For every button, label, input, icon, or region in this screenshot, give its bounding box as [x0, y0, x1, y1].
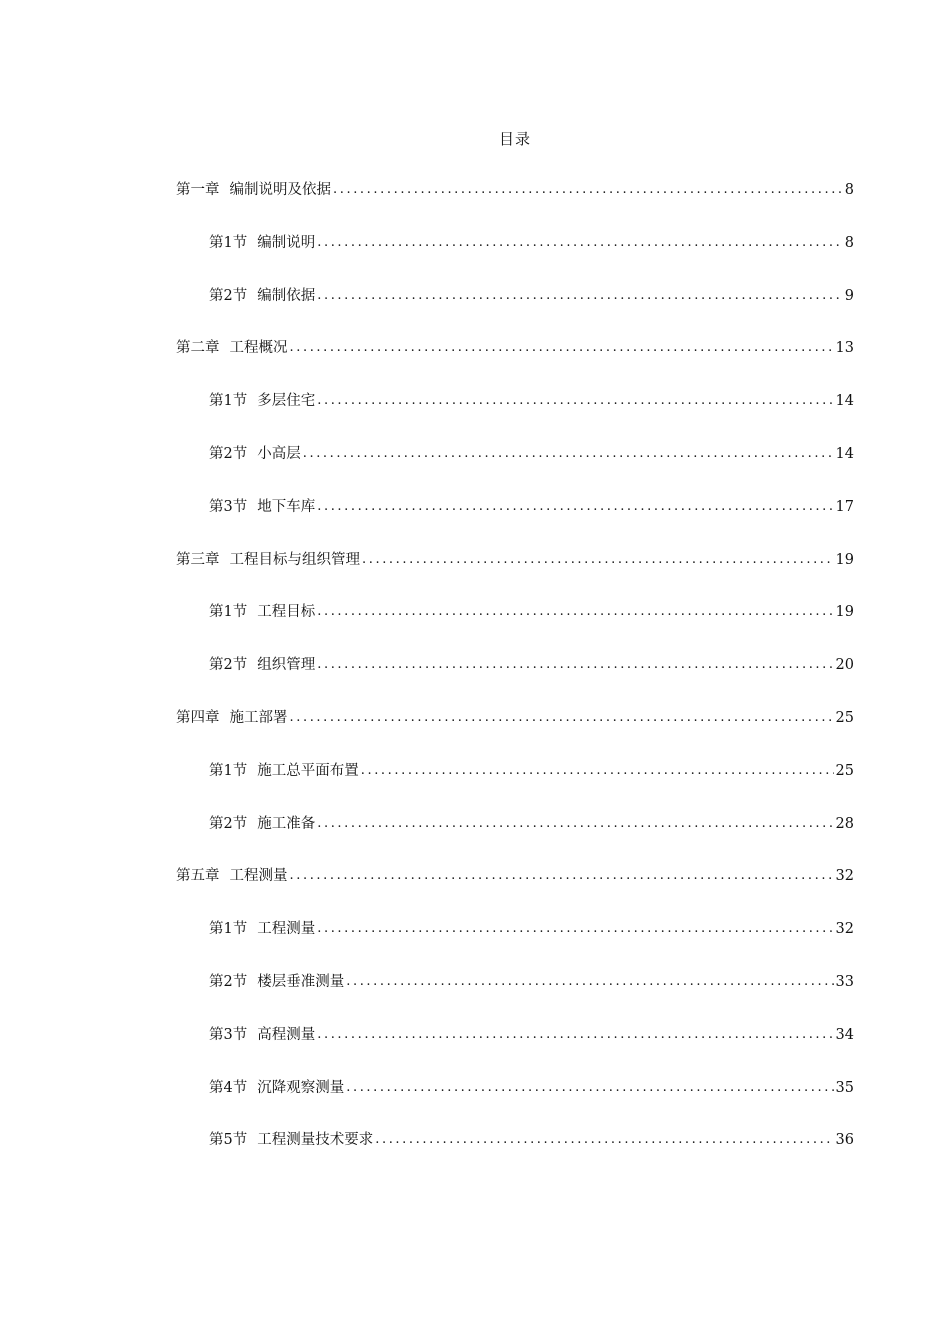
toc-dot-leader	[290, 335, 834, 361]
toc-entry-number: 第五章	[176, 868, 220, 885]
toc-entry-text: 多层住宅	[257, 393, 316, 410]
toc-chapter-entry[interactable]	[176, 705, 854, 758]
toc-dot-leader	[290, 863, 834, 889]
toc-entry-number: 第4节	[209, 1079, 248, 1096]
toc-section-entry[interactable]	[176, 283, 854, 336]
toc-entry-label	[209, 230, 315, 256]
toc-page-number: 34	[835, 1026, 854, 1043]
table-of-contents	[176, 177, 854, 1180]
toc-dot-leader	[317, 388, 833, 414]
toc-entry-text: 高程测量	[257, 1026, 316, 1043]
toc-section-entry[interactable]	[176, 599, 854, 652]
toc-dot-leader	[317, 599, 833, 625]
toc-page-number: 9	[844, 287, 854, 304]
toc-entry-number: 第3节	[209, 498, 248, 515]
toc-page-number: 19	[835, 604, 854, 621]
toc-entry-text: 编制说明及依据	[229, 182, 331, 198]
toc-page-number: 20	[835, 657, 854, 674]
toc-page-number: 25	[835, 709, 854, 726]
toc-dot-leader	[303, 441, 834, 467]
toc-dot-leader	[346, 969, 833, 995]
toc-dot-leader	[317, 652, 833, 678]
toc-dot-leader	[346, 1075, 833, 1101]
toc-page-number: 25	[835, 762, 854, 779]
toc-page-number: 35	[835, 1079, 854, 1096]
toc-entry-text: 小高层	[257, 445, 301, 462]
toc-entry-number: 第2节	[209, 973, 248, 990]
toc-page-number: 32	[835, 868, 854, 885]
toc-entry-text: 楼层垂准测量	[257, 973, 345, 990]
toc-entry-label	[209, 811, 315, 837]
toc-entry-number: 第2节	[209, 657, 248, 674]
toc-chapter-entry[interactable]	[176, 863, 854, 916]
toc-page-number: 32	[835, 921, 854, 938]
toc-dot-leader	[333, 177, 843, 203]
toc-section-entry[interactable]	[176, 758, 854, 811]
toc-entry-text: 施工总平面布置	[257, 762, 359, 779]
toc-dot-leader	[290, 705, 834, 731]
toc-entry-text: 沉降观察测量	[257, 1079, 345, 1096]
toc-section-entry[interactable]	[176, 811, 854, 864]
toc-entry-text: 工程概况	[229, 340, 288, 357]
toc-dot-leader	[361, 758, 834, 784]
toc-page-number: 17	[835, 498, 854, 515]
toc-section-entry[interactable]	[176, 230, 854, 283]
toc-entry-label	[209, 1022, 315, 1048]
toc-entry-label	[209, 652, 315, 678]
toc-title: 目录	[498, 130, 531, 148]
toc-entry-text: 工程测量	[257, 921, 316, 938]
toc-entry-label	[209, 758, 359, 784]
toc-dot-leader	[317, 230, 843, 256]
toc-entry-label	[209, 388, 315, 414]
toc-section-entry[interactable]	[176, 969, 854, 1022]
toc-entry-number: 第一章	[176, 182, 220, 198]
toc-entry-text: 编制依据	[257, 287, 316, 304]
toc-page-number: 14	[835, 393, 854, 410]
toc-section-entry[interactable]	[176, 916, 854, 969]
toc-entry-number: 第1节	[209, 762, 248, 779]
toc-entry-label	[209, 1075, 344, 1101]
toc-entry-text: 工程测量技术要求	[257, 1132, 374, 1149]
toc-entry-text: 工程目标与组织管理	[229, 551, 360, 568]
toc-entry-number: 第1节	[209, 921, 248, 938]
toc-entry-label	[209, 599, 315, 625]
toc-entry-number: 第2节	[209, 287, 248, 304]
toc-entry-text: 组织管理	[257, 657, 316, 674]
toc-dot-leader	[375, 1127, 833, 1153]
toc-section-entry[interactable]	[176, 441, 854, 494]
toc-page-number: 13	[835, 340, 854, 357]
toc-dot-leader	[317, 811, 833, 837]
toc-section-entry[interactable]	[176, 652, 854, 705]
toc-entry-number: 第5节	[209, 1132, 248, 1149]
toc-dot-leader	[317, 1022, 833, 1048]
toc-entry-label	[209, 441, 301, 467]
toc-chapter-entry[interactable]	[176, 335, 854, 388]
toc-entry-label	[176, 547, 360, 573]
toc-section-entry[interactable]	[176, 1075, 854, 1128]
toc-entry-label	[176, 177, 331, 203]
toc-page-number: 28	[835, 815, 854, 832]
toc-section-entry[interactable]	[176, 388, 854, 441]
toc-entry-text: 工程测量	[229, 868, 288, 885]
toc-page-number: 14	[835, 445, 854, 462]
toc-entry-number: 第三章	[176, 551, 220, 568]
toc-entry-number: 第1节	[209, 234, 248, 251]
toc-chapter-entry[interactable]	[176, 547, 854, 600]
toc-entry-text: 地下车库	[257, 498, 316, 515]
toc-dot-leader	[317, 916, 833, 942]
toc-entry-number: 第2节	[209, 445, 248, 462]
toc-entry-label	[209, 916, 315, 942]
toc-page-number: 8	[844, 234, 854, 251]
toc-entry-label	[209, 283, 315, 309]
toc-chapter-entry[interactable]	[176, 177, 854, 230]
toc-entry-number: 第1节	[209, 393, 248, 410]
toc-entry-text: 施工部署	[229, 709, 288, 726]
toc-entry-text: 工程目标	[257, 604, 316, 621]
toc-entry-label	[209, 969, 344, 995]
toc-entry-number: 第1节	[209, 604, 248, 621]
toc-page-number: 33	[835, 973, 854, 990]
toc-entry-number: 第3节	[209, 1026, 248, 1043]
toc-dot-leader	[362, 547, 834, 573]
toc-entry-label	[209, 494, 315, 520]
toc-section-entry[interactable]	[176, 1022, 854, 1075]
toc-page-number: 8	[844, 182, 854, 198]
toc-entry-text: 编制说明	[257, 234, 316, 251]
toc-entry-label	[176, 335, 288, 361]
toc-dot-leader	[317, 283, 843, 309]
toc-entry-number: 第四章	[176, 709, 220, 726]
toc-page-number: 19	[835, 551, 854, 568]
toc-section-entry[interactable]	[176, 494, 854, 547]
toc-entry-label	[176, 863, 288, 889]
toc-dot-leader	[317, 494, 833, 520]
toc-entry-text: 施工准备	[257, 815, 316, 832]
toc-page-number: 36	[835, 1132, 854, 1149]
toc-entry-number: 第2节	[209, 815, 248, 832]
toc-section-entry[interactable]	[176, 1127, 854, 1180]
toc-entry-number: 第二章	[176, 340, 220, 357]
toc-entry-label	[209, 1127, 373, 1153]
toc-entry-label	[176, 705, 288, 731]
